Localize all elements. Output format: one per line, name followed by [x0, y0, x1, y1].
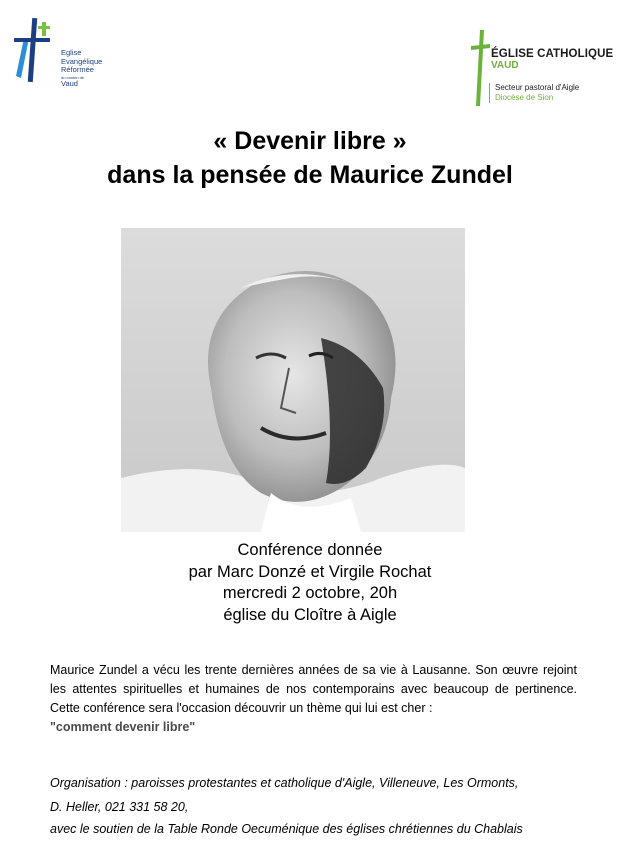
erv-line3: Réformée — [61, 65, 94, 74]
erv-line1: Eglise — [61, 48, 82, 57]
description — [50, 661, 577, 737]
description-text: Maurice Zundel a vécu les trente dernières années de sa vie à Lausanne. Son œuvre rejoint les attentes spirituelles et humaines de nos contemporains avec beaucoup de pertinence. Cette conférence sera l'occasion découvrir un thème qui lui est cher : — [50, 663, 577, 715]
erv-wordmark — [61, 49, 102, 88]
ecv-diocese: Diocèse de Sion — [495, 93, 554, 102]
conference-info — [0, 540, 620, 626]
description-quote: "comment devenir libre" — [50, 720, 196, 734]
organisation — [50, 771, 590, 819]
portrait-photo — [121, 228, 465, 532]
page-title — [0, 124, 620, 192]
conference-line2: par Marc Donzé et Virgile Rochat — [188, 562, 432, 581]
ecv-logo — [470, 28, 614, 112]
erv-line5: Vaud — [61, 78, 78, 88]
support-line: avec le soutien de la Table Ronde Oecuménique des églises chrétiennes du Chablais — [50, 822, 523, 836]
erv-cross-icon — [12, 16, 62, 86]
conference-line4: église du Cloître à Aigle — [223, 605, 397, 624]
ecv-title: ÉGLISE CATHOLIQUE — [491, 48, 614, 60]
conference-line3: mercredi 2 octobre, 20h — [222, 584, 398, 602]
title-line1: « Devenir libre » — [213, 127, 407, 155]
ecv-sector: Secteur pastoral d'Aigle — [495, 83, 580, 92]
organisation-line2: D. Heller, 021 331 58 20, — [50, 800, 189, 814]
conference-line1: Conférence donnée — [237, 541, 383, 559]
erv-line4: du canton de — [61, 74, 85, 80]
ecv-sector-block — [489, 83, 579, 103]
erv-logo — [12, 16, 132, 96]
ecv-subtitle: VAUD — [491, 60, 519, 71]
title-line2: dans la pensée de Maurice Zundel — [107, 161, 513, 189]
erv-line2: Evangélique — [61, 56, 103, 66]
organisation-line1: Organisation : paroisses protestantes et catholique d'Aigle, Villeneuve, Les Ormonts, — [50, 776, 519, 790]
